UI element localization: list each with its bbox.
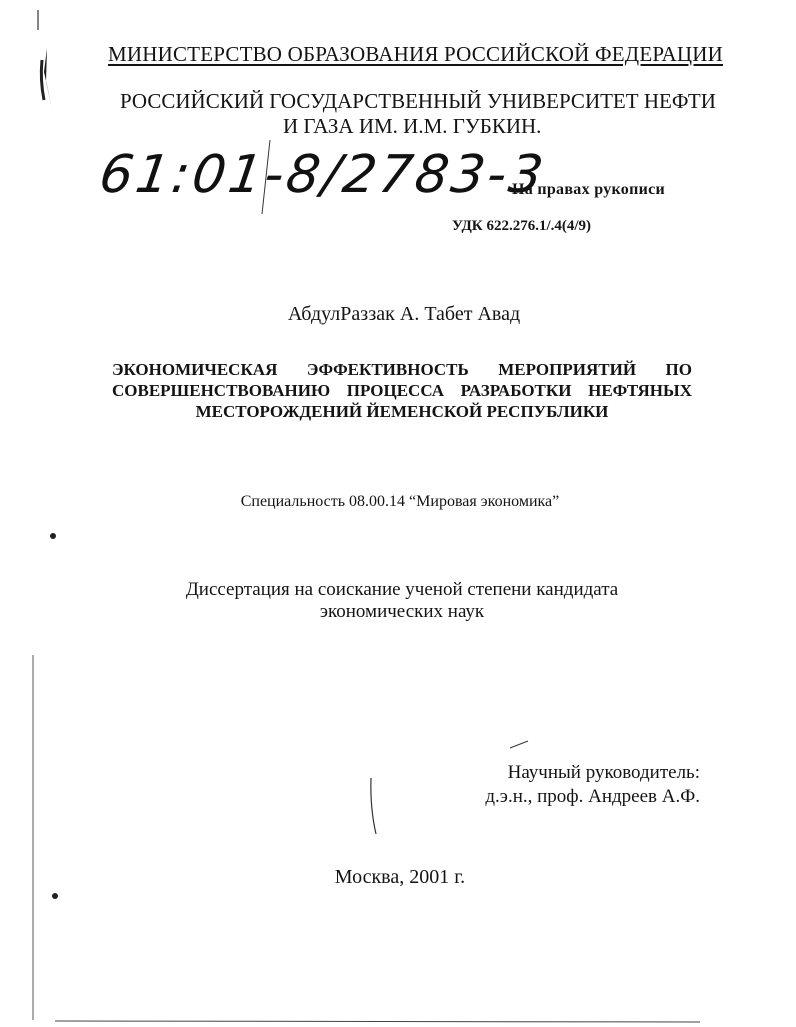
author-name: АбдулРаззак А. Табет Авад	[287, 303, 521, 325]
supervisor-name: д.э.н., проф. Андреев А.Ф.	[485, 786, 700, 807]
punch-dot	[52, 893, 58, 899]
title-line: МЕСТОРОЖДЕНИЙ ЙЕМЕНСКОЙ РЕСПУБЛИКИ	[195, 402, 609, 421]
udk-code: УДК 622.276.1/.4(4/9)	[452, 218, 592, 234]
ministry-heading: МИНИСТЕРСТВО ОБРАЗОВАНИЯ РОССИЙСКОЙ ФЕДЕРАЦИИ	[108, 42, 724, 66]
dissertation-degree-line2: экономических наук	[319, 601, 485, 622]
specialty-line: Специальность 08.00.14 “Мировая экономика”	[240, 493, 560, 510]
handwritten-catalog-number: 61:01-8/2783-3	[95, 145, 550, 205]
university-name-line2: И ГАЗА ИМ. И.М. ГУБКИН.	[283, 114, 542, 138]
title-line: ЭКОНОМИЧЕСКАЯ ЭФФЕКТИВНОСТЬ МЕРОПРИЯТИЙ ПО	[112, 360, 692, 379]
pen-vertical-mark	[371, 778, 376, 834]
university-name-line1: РОССИЙСКИЙ ГОСУДАРСТВЕННЫЙ УНИВЕРСИТЕТ НЕФТИ	[120, 89, 716, 113]
punch-dot	[50, 533, 56, 539]
pen-tick-mark	[510, 741, 528, 748]
dissertation-degree-line1: Диссертация на соискание ученой степени кандидата	[185, 579, 619, 600]
rights-note: На правах рукописи	[512, 181, 666, 198]
city-year: Москва, 2001 г.	[334, 866, 466, 888]
title-line: СОВЕРШЕНСТВОВАНИЮ ПРОЦЕССА РАЗРАБОТКИ НЕФТЯНЫХ	[112, 381, 692, 400]
supervisor-label: Научный руководитель:	[507, 762, 700, 783]
scan-bottom-line	[55, 1021, 700, 1022]
dissertation-title	[112, 359, 692, 422]
